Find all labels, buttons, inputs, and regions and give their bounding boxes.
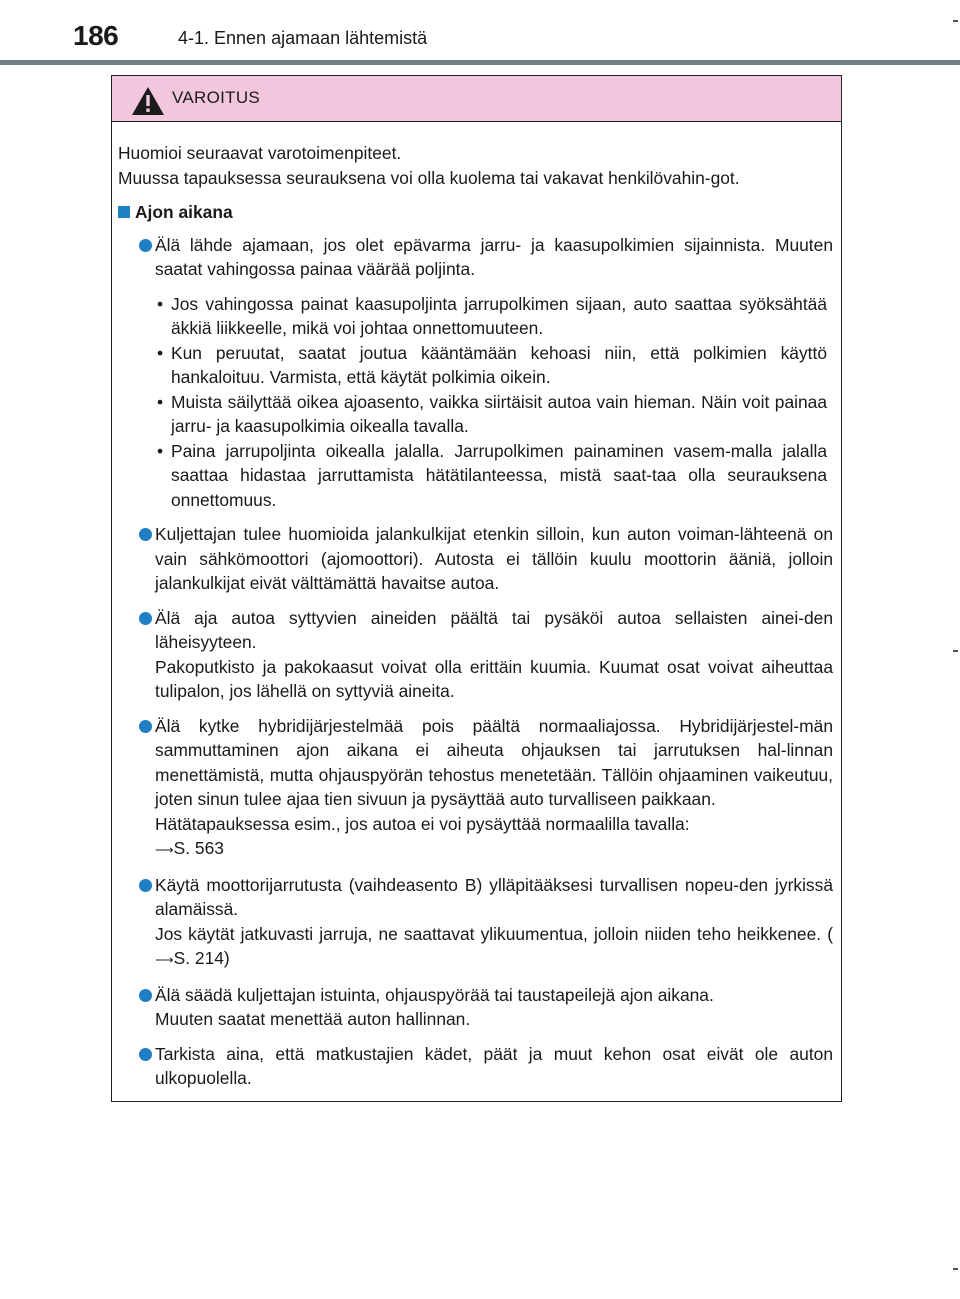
- warning-item: [118, 714, 833, 863]
- item-text: Tarkista aina, että matkustajien kädet, päät ja muut kehon osat eivät ole auton ulkopuolella.: [155, 1043, 833, 1088]
- warning-title: VAROITUS: [172, 88, 261, 107]
- item-text: Muuten saatat menettää auton hallinnan.: [155, 1009, 471, 1029]
- item-text: Älä aja autoa syttyvien aineiden päältä tai pysäköi autoa sellaisten ainei-den läheisyyteen.: [155, 607, 833, 652]
- right-arrow-icon: ⟶: [155, 842, 174, 857]
- warning-item: [118, 1042, 833, 1091]
- dot-bullet-icon: [139, 1048, 152, 1061]
- warning-body: [112, 122, 841, 1091]
- dot-bullet-icon: [139, 528, 152, 541]
- page-number: 186: [73, 20, 119, 51]
- item-text: Älä kytke hybridijärjestelmää pois päältä normaaliajossa. Hybridijärjestel-män sammuttaminen ajon aikana ei aiheuta ohjauksen tai jarrutuksen hal-linnan menettämistä, mutta ohjauspyörän tehostus menetetään. Tällöin ohjaaminen vaikeutuu, joten sinun tulee ajaa tien sivuun ja pysäyttää auto turvalliseen paikkaan.: [155, 715, 833, 809]
- warning-intro: [118, 141, 833, 190]
- page-reference[interactable]: [155, 836, 833, 863]
- sub-bullet-item: • Muista säilyttää oikea ajoasento, vaikka siirtäisit autoa vain hieman. Näin voit painaa jarru- ja kaasupolkimia oikealla tavalla.: [155, 390, 827, 439]
- item-text: Jos käytät jatkuvasti jarruja, ne saattavat ylikuumentua, jolloin niiden teho heikkenee. (⟶S. 214): [155, 922, 833, 973]
- dot-bullet-icon: [139, 879, 152, 892]
- sub-bullet-item: • Kun peruutat, saatat joutua kääntämään kehoasi niin, että polkimien käyttö hankaloituu. Varmista, että käytät polkimia oikein.: [155, 341, 827, 390]
- square-bullet-icon: [118, 206, 130, 218]
- item-text: Älä säädä kuljettajan istuinta, ohjauspyörää tai taustapeilejä ajon aikana.: [155, 984, 714, 1005]
- page-reference-text: S. 563: [173, 838, 224, 858]
- dot-bullet-icon: [139, 239, 152, 252]
- sub-bullet-item: • Paina jarrupoljinta oikealla jalalla. Jarrupolkimen painaminen vasem-malla jalalla saattaa hidastaa jarruttamista hätätilanteessa, mistä saat-taa olla seurauksena onnettomuus.: [155, 439, 827, 513]
- sub-bullet-list: [155, 292, 833, 513]
- dot-bullet-icon: [139, 612, 152, 625]
- item-text: Älä lähde ajamaan, jos olet epävarma jarru- ja kaasupolkimien sijainnista. Muuten saatat vahingossa painaa väärää poljinta.: [155, 234, 833, 279]
- warning-box: [111, 75, 842, 1102]
- right-arrow-icon: ⟶: [155, 952, 174, 967]
- warning-item: [118, 522, 833, 596]
- intro-line: Huomioi seuraavat varotoimenpiteet.: [118, 143, 402, 163]
- warning-triangle-icon: [131, 86, 165, 116]
- warning-header: [112, 76, 841, 122]
- item-text: Kuljettajan tulee huomioida jalankulkijat etenkin silloin, kun auton voiman-lähteenä on vain sähkömoottori (ajomoottori). Autosta ei tällöin kuulu moottorin ääniä, jolloin jalankulkijat eivät välttämättä havaitse autoa.: [155, 524, 833, 593]
- item-text: Pakoputkisto ja pakokaasut voivat olla erittäin kuumia. Kuumat osat voivat aiheuttaa tulipalon, jos lähellä on syttyviä aineita.: [155, 656, 833, 701]
- page-reference-text[interactable]: S. 214: [173, 948, 224, 968]
- item-text: Käytä moottorijarrutusta (vaihdeasento B) ylläpitääksesi turvallisen nopeu-den jyrkissä alamäissä.: [155, 874, 833, 919]
- section-heading: [118, 200, 833, 225]
- dot-bullet-icon: [139, 720, 152, 733]
- crop-mark: [953, 1268, 958, 1270]
- intro-line: Muussa tapauksessa seurauksena voi olla kuolema tai vakavat henkilövahin-got.: [118, 167, 740, 188]
- section-title: 4-1. Ennen ajamaan lähtemistä: [178, 28, 428, 48]
- warning-item: [118, 233, 833, 513]
- warning-item: [118, 983, 833, 1032]
- item-text: Hätätapauksessa esim., jos autoa ei voi pysäyttää normaalilla tavalla:: [155, 813, 690, 834]
- sub-bullet-item: • Jos vahingossa painat kaasupoljinta jarrupolkimen sijaan, auto saattaa syöksähtää äkkiä liikkeelle, mikä voi johtaa onnettomuuteen.: [155, 292, 827, 341]
- warning-item: [118, 606, 833, 704]
- item-text-segment: Jos käytät jatkuvasti jarruja, ne saattavat ylikuumentua, jolloin niiden teho heikkenee.: [155, 923, 822, 944]
- dot-bullet-icon: [139, 989, 152, 1002]
- header-rule: [0, 60, 960, 65]
- warning-item: [118, 873, 833, 973]
- section-heading-text: Ajon aikana: [135, 202, 233, 222]
- crop-mark: [953, 650, 958, 652]
- crop-mark: [953, 20, 958, 22]
